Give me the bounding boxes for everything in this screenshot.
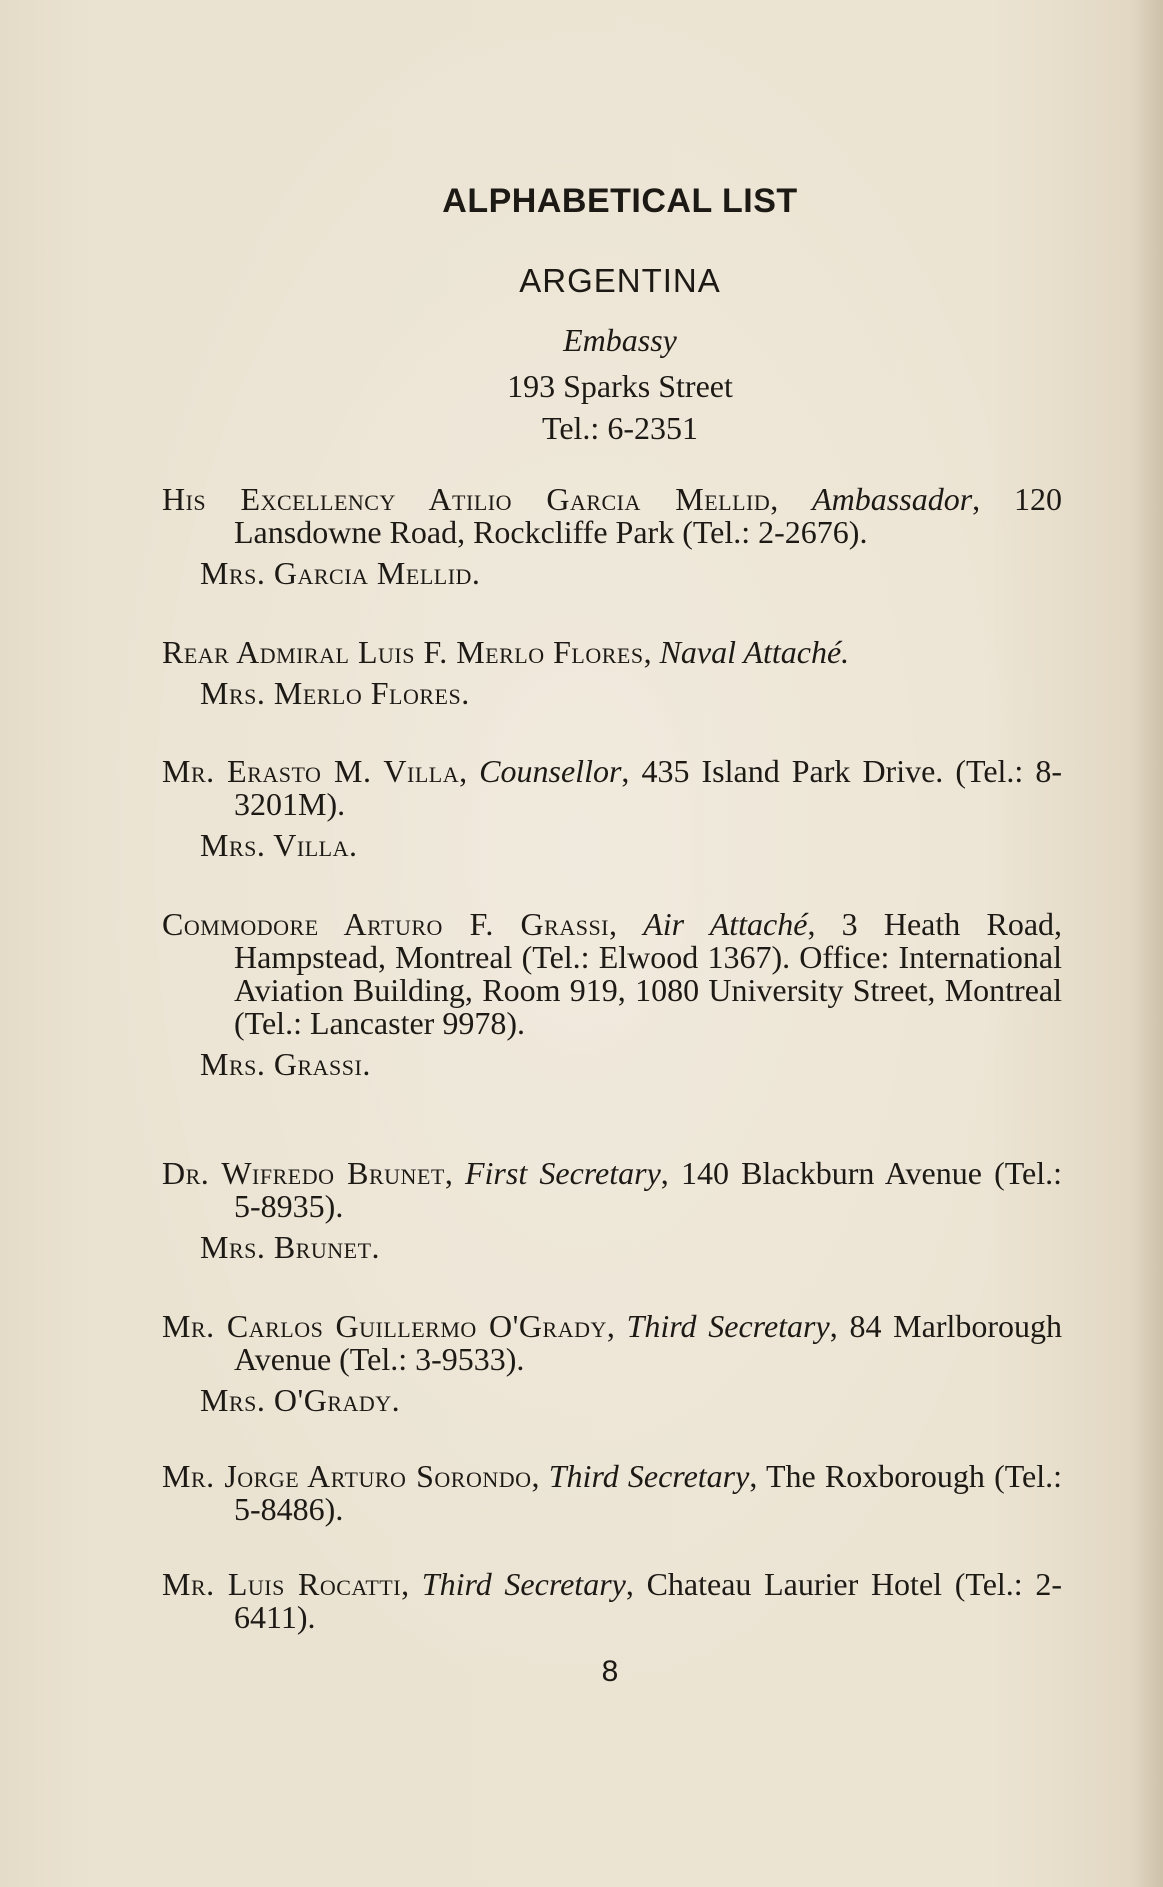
entry-details: 84 Marlborough Avenue (Tel.: 3-9533). [234, 1308, 1063, 1377]
mission-address: 193 Sparks Street [507, 368, 733, 404]
directory-entry [162, 1460, 1062, 1526]
entry-main: Mr. Jorge Arturo Sorondo, Third Secretary, The Roxborough (Tel.: 5-8486). [162, 1458, 1063, 1527]
directory-entry [162, 1310, 1062, 1417]
entry-details: The Roxborough (Tel.: 5-8486). [234, 1458, 1063, 1527]
directory-entry [162, 636, 1062, 710]
entry-role: Third Secretary [626, 1308, 830, 1344]
directory-entry [162, 1568, 1062, 1634]
entry-name: Mr. Jorge Arturo Sorondo [162, 1458, 532, 1494]
entry-spouse: Mrs. Garcia Mellid. [200, 555, 481, 591]
entry-main: Mr. Luis Rocatti, Third Secretary, Chateau Laurier Hotel (Tel.: 2-6411). [162, 1566, 1063, 1635]
mission-telephone: Tel.: 6-2351 [542, 410, 698, 446]
entry-details: 140 Blackburn Avenue (Tel.: 5-8935). [234, 1155, 1063, 1224]
entry-name: His Excellency Atilio Garcia Mellid [162, 481, 771, 517]
entry-main: His Excellency Atilio Garcia Mellid, Ambassador, 120 Lansdowne Road, Rockcliffe Park (Tel.: 2-2676). [162, 481, 1063, 550]
country-name: ARGENTINA [519, 262, 721, 299]
entry-details: Chateau Laurier Hotel (Tel.: 2-6411). [234, 1566, 1063, 1635]
entry-role: Air Attaché [643, 906, 808, 942]
entry-name: Commodore Arturo F. Grassi [162, 906, 610, 942]
entry-main: Mr. Carlos Guillermo O'Grady, Third Secretary, 84 Marlborough Avenue (Tel.: 3-9533). [162, 1308, 1063, 1377]
page-number: 8 [601, 1655, 619, 1688]
entry-role: First Secretary [464, 1155, 661, 1191]
entry-main: Dr. Wifredo Brunet, First Secretary, 140 Blackburn Avenue (Tel.: 5-8935). [162, 1155, 1063, 1224]
directory-entry [162, 908, 1062, 1081]
entry-name: Dr. Wifredo Brunet [162, 1155, 445, 1191]
directory-entry [162, 483, 1062, 590]
entry-details: 435 Island Park Drive. (Tel.: 8-3201M). [234, 753, 1063, 822]
entry-main: Rear Admiral Luis F. Merlo Flores, Naval Attaché. [162, 634, 850, 670]
directory-entry [162, 1157, 1062, 1264]
entry-name: Rear Admiral Luis F. Merlo Flores [162, 634, 644, 670]
entry-main: Commodore Arturo F. Grassi, Air Attaché, 3 Heath Road, Hampstead, Montreal (Tel.: Elwood 1367). Office: International Aviation Building, Room 919, 1080 University Street, Montreal (Tel.: Lancaster 9978). [162, 906, 1063, 1041]
entry-name: Mr. Luis Rocatti [162, 1566, 402, 1602]
directory-entry [162, 755, 1062, 862]
entry-role: Third Secretary [421, 1566, 626, 1602]
entry-main: Mr. Erasto M. Villa, Counsellor, 435 Island Park Drive. (Tel.: 8-3201M). [162, 753, 1063, 822]
entry-name: Mr. Erasto M. Villa [162, 753, 460, 789]
mission-type: Embassy [563, 322, 677, 358]
entry-spouse: Mrs. Merlo Flores. [200, 675, 470, 711]
entry-spouse: Mrs. Grassi. [200, 1046, 371, 1082]
entry-spouse: Mrs. Villa. [200, 827, 358, 863]
entry-spouse: Mrs. Brunet. [200, 1229, 381, 1265]
entry-role: Naval Attaché. [659, 634, 850, 670]
entry-spouse: Mrs. O'Grady. [200, 1382, 401, 1418]
entry-details: 120 Lansdowne Road, Rockcliffe Park (Tel.: 2-2676). [234, 481, 1063, 550]
entry-role: Third Secretary [548, 1458, 750, 1494]
page-heading: ALPHABETICAL LIST [442, 182, 798, 220]
entry-role: Ambassador [812, 481, 973, 517]
entry-details: 3 Heath Road, Hampstead, Montreal (Tel.: Elwood 1367). Office: International Aviation Building, Room 919, 1080 University Street, Montreal (Tel.: Lancaster 9978). [234, 906, 1063, 1041]
entry-name: Mr. Carlos Guillermo O'Grady [162, 1308, 607, 1344]
entry-role: Counsellor [479, 753, 622, 789]
